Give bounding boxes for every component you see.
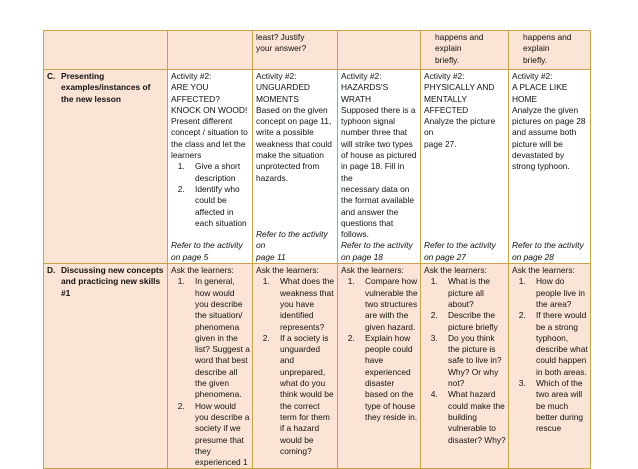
- discussion-cell: [421, 264, 509, 469]
- section-title: Discussing new concepts and practicing new skills #1: [61, 265, 164, 298]
- discussion-cell: [338, 264, 421, 469]
- discussion-cell: [253, 264, 338, 469]
- section-letter: C.: [47, 71, 56, 81]
- section-c-label: [44, 70, 168, 264]
- activity-cell: [253, 70, 338, 264]
- refer-text: Refer to the activity on page 11: [256, 229, 328, 262]
- continuation-row: [44, 31, 591, 70]
- list-item: 2. Identify who could be affected in each situation: [187, 184, 250, 229]
- activity-cell: [421, 70, 509, 264]
- question-list: [512, 276, 588, 434]
- activity-text: Activity #2: A PLACE LIKE HOME Analyze the given pictures on page 28 and assume both picture will be devastated by strong typhoon.: [512, 71, 586, 172]
- ask-label: Ask the learners:: [512, 265, 575, 276]
- list-item: 2. If a society is unguarded and unprepared, what do you think would be the correct term for them if a hazard would be coming?: [272, 333, 335, 457]
- refer-text: Refer to the activity on page 18: [341, 240, 413, 262]
- list-item: 4. What hazard could make the building vulnerable to disaster? Why?: [440, 389, 506, 445]
- list-item: 2. If there would be a strong typhoon, describe what could happen in both areas.: [528, 310, 588, 378]
- refer-text: Refer to the activity on page 27: [424, 240, 496, 262]
- list-item: 2. How would you describe a society if we presume that they experienced 1: [187, 401, 250, 469]
- ask-label: Ask the learners:: [341, 265, 404, 276]
- continued-text-col3: [253, 31, 338, 70]
- list-item: 1. In general, how would you describe the situation/ phenomena given in the list? Suggest a word that best describe all the given phenomena.: [187, 276, 250, 400]
- question-list: [341, 276, 418, 423]
- activity-text: Activity #2: PHYSICALLY AND MENTALLY AFFECTED Analyze the picture on page 27.: [424, 71, 496, 149]
- list-item: 2. Explain how people could have experienced disaster based on the type of house they reside in.: [357, 333, 418, 423]
- discussion-cell: [509, 264, 591, 469]
- discussion-cell: [168, 264, 253, 469]
- activity-cell: [509, 70, 591, 264]
- list-item: 2. Describe the picture briefly: [440, 310, 506, 333]
- section-letter: D.: [47, 265, 56, 276]
- list-item: 1. Give a short description: [187, 161, 250, 184]
- question-list: [256, 276, 335, 457]
- lesson-plan-table: [43, 30, 591, 469]
- activity-text: Activity #2: UNGUARDED MOMENTS Based on the given concept on page 11, write a possible weakness that could make the situation unprotected from hazards.: [256, 71, 332, 183]
- label-cell-empty: [44, 31, 168, 70]
- activity-cell: [168, 70, 253, 264]
- refer-text: Refer to the activity on page 28: [512, 240, 584, 262]
- section-title: Presenting examples/instances of the new lesson: [61, 71, 151, 104]
- ask-label: Ask the learners:: [171, 265, 234, 276]
- question-list: [171, 276, 250, 468]
- activity-text: Activity #2: ARE YOU AFFECTED? KNOCK ON WOOD! Present different concept / situation to the class and let the learners: [171, 71, 248, 161]
- list-item: 3. Do you think the picture is safe to live in? Why? Or why not?: [440, 333, 506, 389]
- continued-text-col5: [421, 31, 509, 70]
- activity-list: [171, 161, 250, 229]
- cell-empty: [338, 31, 421, 70]
- continued-text: happens and explain briefly.: [523, 32, 572, 65]
- continued-text-col6: [509, 31, 591, 70]
- section-d-label: [44, 264, 168, 469]
- continued-text: happens and explain briefly.: [435, 32, 484, 65]
- cell-empty: [168, 31, 253, 70]
- list-item: 1. Compare how vulnerable the two structures are with the given hazard.: [357, 276, 418, 332]
- list-item: 1. What is the picture all about?: [440, 276, 506, 310]
- refer-text: Refer to the activity on page 5: [171, 240, 243, 262]
- activity-text: Activity #2: HAZARDS'S WRATH Supposed there is a typhoon signal number three that will strike two types of house as pictured in page 18. Fill in the necessary data on the format available and answer the questions that follows.: [341, 71, 417, 240]
- list-item: 1. What does the weakness that you have identified represents?: [272, 276, 335, 332]
- list-item: 3. Which of the two area will be much better during rescue: [528, 378, 588, 434]
- question-list: [424, 276, 506, 445]
- ask-label: Ask the learners:: [256, 265, 319, 276]
- activity-cell: [338, 70, 421, 264]
- section-d-row: [44, 264, 591, 469]
- section-c-row: [44, 70, 591, 264]
- ask-label: Ask the learners:: [424, 265, 487, 276]
- continued-text: least? Justify your answer?: [256, 32, 307, 54]
- list-item: 1. How do people live in the area?: [528, 276, 588, 310]
